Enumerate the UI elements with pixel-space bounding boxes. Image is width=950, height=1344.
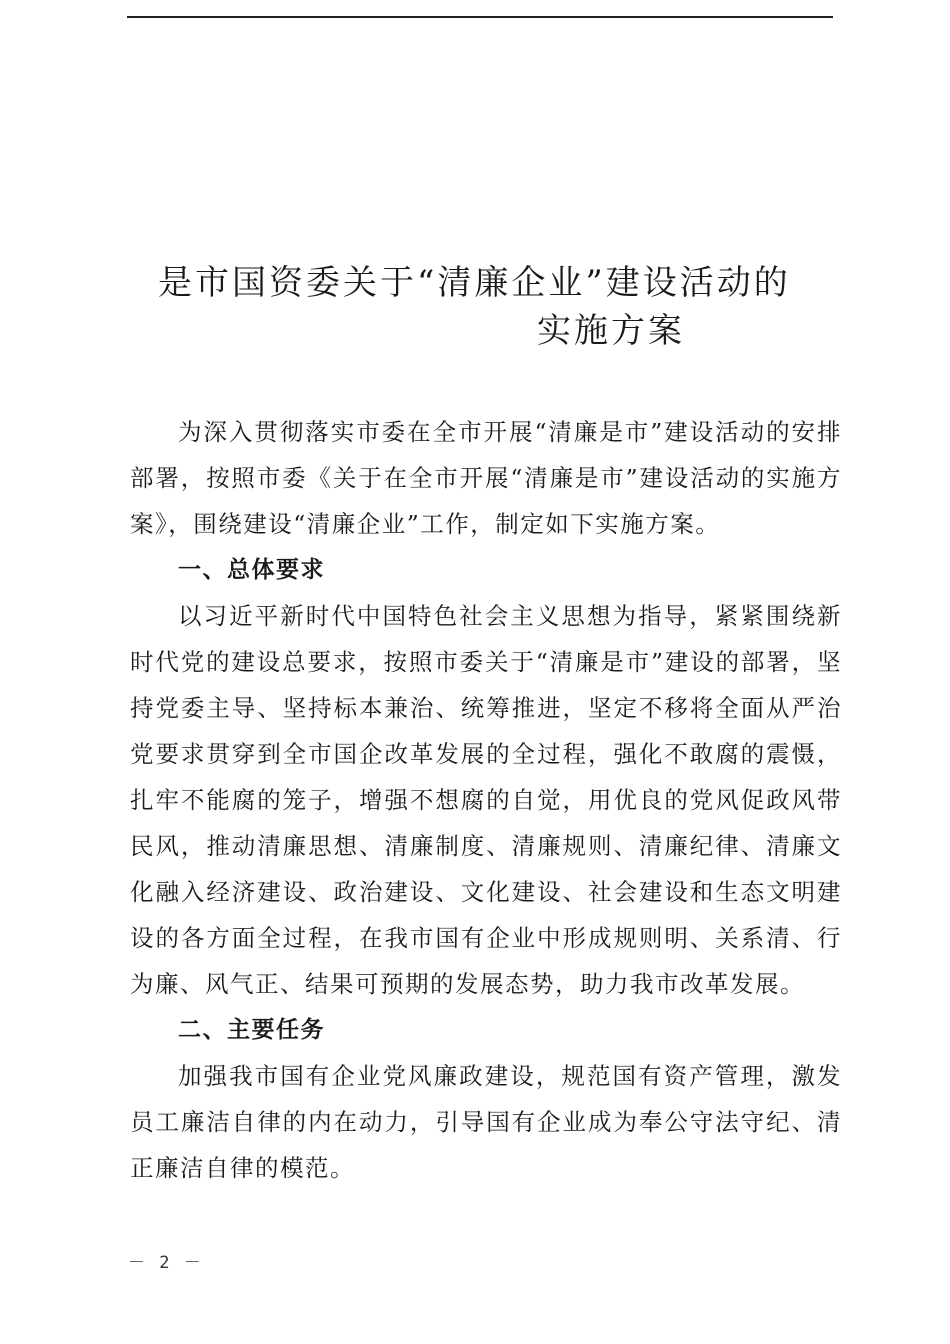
section-2-paragraph: 加强我市国有企业党风廉政建设，规范国有资产管理，激发员工廉洁自律的内在动力，引导国有企业成为奉公守法守纪、清正廉洁自律的模范。 (130, 1062, 842, 1182)
section-1-heading: 一、总体要求 (178, 557, 325, 583)
header-rule (127, 16, 833, 18)
section-2-heading: 二、主要任务 (178, 1017, 325, 1043)
page-number: － 2 － (128, 1253, 203, 1273)
document-title-line-2: 实施方案 (537, 311, 685, 351)
intro-paragraph: 为深入贯彻落实市委在全市开展“清廉是市”建设活动的安排部署，按照市委《关于在全市开展“清廉是市”建设活动的实施方案》，围绕建设“清廉企业”工作，制定如下实施方案。 (130, 418, 842, 538)
document-title-line-1: 是市国资委关于“清廉企业”建设活动的 (158, 263, 791, 303)
document-body (130, 409, 842, 1191)
section-1-paragraph: 以习近平新时代中国特色社会主义思想为指导，紧紧围绕新时代党的建设总要求，按照市委关于“清廉是市”建设的部署，坚持党委主导、坚持标本兼治、统筹推进，坚定不移将全面从严治党要求贯穿到全市国企改革发展的全过程，强化不敢腐的震慑，扎牢不能腐的笼子，增强不想腐的自觉，用优良的党风促政风带民风，推动清廉思想、清廉制度、清廉规则、清廉纪律、清廉文化融入经济建设、政治建设、文化建设、社会建设和生态文明建设的各方面全过程，在我市国有企业中形成规则明、关系清、行为廉、风气正、结果可预期的发展态势，助力我市改革发展。 (130, 602, 842, 998)
